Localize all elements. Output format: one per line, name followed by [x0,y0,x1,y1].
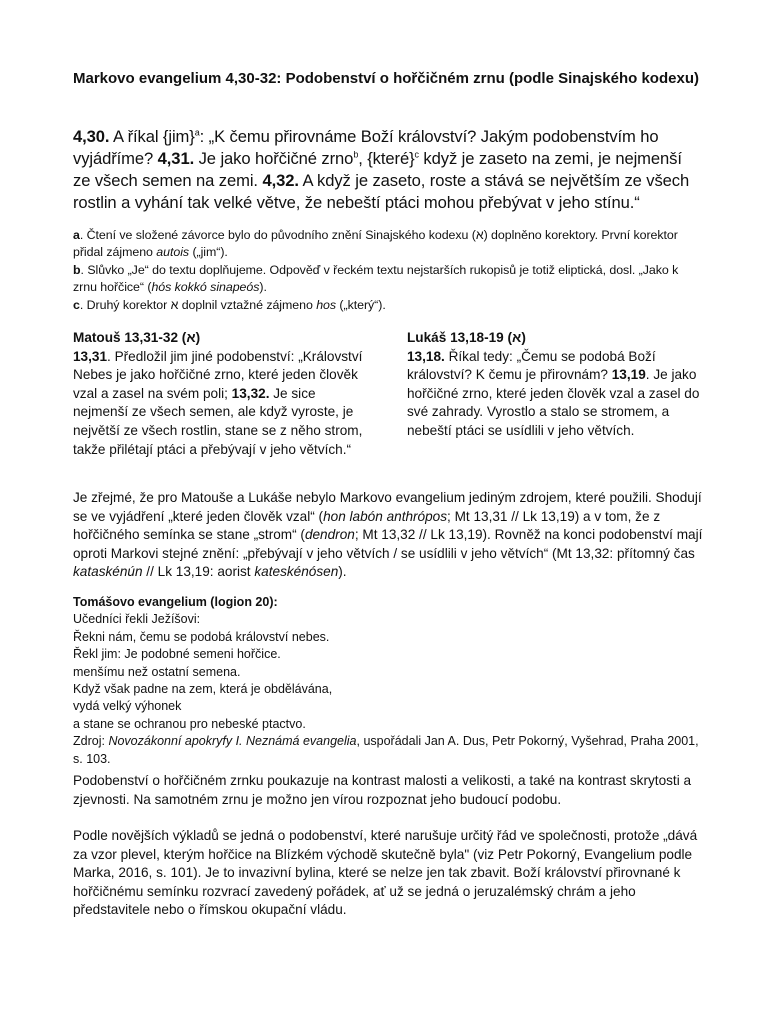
footnote-marker: b [353,149,359,160]
footnote-c [73,297,703,314]
footnote-a [73,227,703,262]
matthew-heading: Matouš 13,31-32 (א) [73,330,201,345]
verse-number: 13,32. [231,385,270,401]
paragraph-text: ; Mt 13,32 // Lk 13,19). Rovněž na konci podobenství mají oproti Markovi stejné znění: „přebývají v jeho větvích / se usídlili v jeho větvích“ (Mt 13,32: přítomný čas [73,527,703,561]
footnote-text: („jim“). [189,245,228,260]
footnote-label: b [73,262,81,277]
verse-number: 4,30. [73,127,110,146]
verse-number: 13,31 [73,348,108,364]
footnote-text: . Čtení ve složené závorce bylo do původního znění Sinajského kodexu (א) doplněno korektory. První korektor přidal zájmeno [73,228,678,260]
verse-text: . Je jako hořčičné zrno, které jeden člověk vzal a zasel do své zahrady. Vyrostlo a stalo se stromem, a nebeští ptáci se usídlili v jeho větvích. [407,367,700,438]
footnote-term: hós kokkó sinapeós [151,280,260,295]
paragraph-text: ; Mt 13,31 // Lk 13,19) a v tom, že z hořčičného semínka se stane „strom“ ( [73,508,661,543]
thomas-line: a stane se ochranou pro nebeské ptactvo. [73,716,306,731]
luke-text [407,348,707,441]
greek-term: kateskénósen [254,564,339,580]
thomas-line: vydá velký výhonek [73,699,182,714]
interpretation-paragraph: Podle novějších výkladů se jedná o podobenství, které narušuje určitý řád ve společnosti, protože „dává za vzor plevel, kterým hořčice na Blízkém východě skutečně byla" (viz Petr Pokorný, Evangelium podle Marka, 2016, s. 101). Je to invazivní bylina, které se nelze jen tak zbavit. Boží království přirovnané k hořčičnému semínku rozvrací zavedený pořádek, ať už se jedná o jeruzalémský chrám a jeho představitele nebo o římskou okupační vládu. [73,828,698,918]
matthew-text [73,348,373,460]
synoptic-comparison-paragraph [73,489,703,582]
thomas-source [73,733,703,768]
footnote-text: ). [259,280,267,295]
luke-column [407,329,707,441]
matthew-column [73,329,373,459]
mark-passage [73,126,703,214]
verse-text: Je jako hořčičné zrno [194,149,354,168]
footnote-text: . Slůvko „Je“ do textu doplňujeme. Odpověď v řeckém textu nejstarších rukopisů je totiž eliptická, dosl. „Jako k zrnu hořčice“ ( [73,262,679,295]
thomas-line: Učedníci řekli Ježíšovi: [73,612,201,627]
verse-text: , {které} [358,149,415,168]
luke-heading: Lukáš 13,18-19 (א) [407,330,526,345]
footnote-label: a [73,228,80,242]
footnotes [73,227,703,314]
footnote-b [73,262,703,297]
source-text: Zdroj: [73,734,109,749]
paragraph-text: ). [338,564,347,580]
verse-text: Je sice nejmenší ze všech semen, ale když vyroste, je největší ze všech rostlin, stane se z něho strom, takže přilétají ptáci a přebývají v jeho větvích.“ [73,385,363,457]
verse-number: 13,18. [407,348,445,364]
paragraph-text: Je zřejmé, že pro Matouše a Lukáše nebylo Markovo evangelium jediným zdrojem, které použili. Shodují se ve vyjádření „které jeden člověk vzal“ ( [73,490,702,524]
footnote-text: („který“). [336,297,386,312]
greek-term: kataskénún [73,564,143,580]
verse-number: 4,32. [262,171,299,190]
verse-text: Říkal tedy: „Čemu se podobá Boží království? K čemu je přirovnám? [407,348,656,383]
thomas-line: Řekl jim: Je podobné semeni hořčice. [73,647,281,662]
footnote-term: autois [156,245,190,260]
contrast-paragraph: Podobenství o hořčičném zrnku poukazuje na kontrast malosti a velikosti, a také na kontrast skrytosti a zjevnosti. Na samotném zrnu je možno jen vírou rozpoznat jeho budoucí podobu. [73,773,692,807]
verse-text: když je zaseto na zemi, je nejmenší ze všech semen na zemi. [73,149,682,190]
document-title: Markovo evangelium 4,30-32: Podobenství o hořčičném zrnu (podle Sinajského kodexu) [73,70,699,87]
thomas-heading: Tomášovo evangelium (logion 20): [73,595,278,609]
footnote-marker: a [194,127,200,138]
verse-text: A říkal {jim} [109,127,195,146]
verse-number: 13,19 [611,367,646,383]
greek-term: dendron [304,527,355,543]
footnote-term: hos [316,297,337,312]
source-title: Novozákonní apokryfy I. Neznámá evangelia [108,734,357,749]
paragraph-text: // Lk 13,19: aorist [142,564,255,580]
verse-text: : „K čemu přirovnáme Boží království? Jakým podobenstvím ho vyjádříme? [73,127,659,168]
thomas-gospel-block [73,594,703,768]
verse-text: . Předložil jim jiné podobenství: „Království Nebes je jako hořčičné zrno, které jeden člověk vzal a zasel na svém poli; [73,348,363,401]
footnote-marker: c [414,149,419,160]
source-text: , uspořádali Jan A. Dus, Petr Pokorný, Vyšehrad, Praha 2001, s. 103. [73,734,699,766]
verse-number: 4,31. [157,149,195,168]
thomas-line: Když však padne na zem, která je obdělávána, [73,682,333,697]
verse-text: A když je zaseto, roste a stává se největším ze všech rostlin a vyhání tak velké větve, že nebeští ptáci mohou přebývat v jeho stínu.“ [73,171,690,212]
footnote-text: . Druhý korektor א doplnil vztažné zájmeno [79,297,317,312]
thomas-line: Řekni nám, čemu se podobá království nebes. [73,629,330,644]
greek-term: hon labón anthrópos [323,508,448,524]
footnote-label: c [73,297,80,312]
thomas-line: menšímu než ostatní semena. [73,664,241,679]
